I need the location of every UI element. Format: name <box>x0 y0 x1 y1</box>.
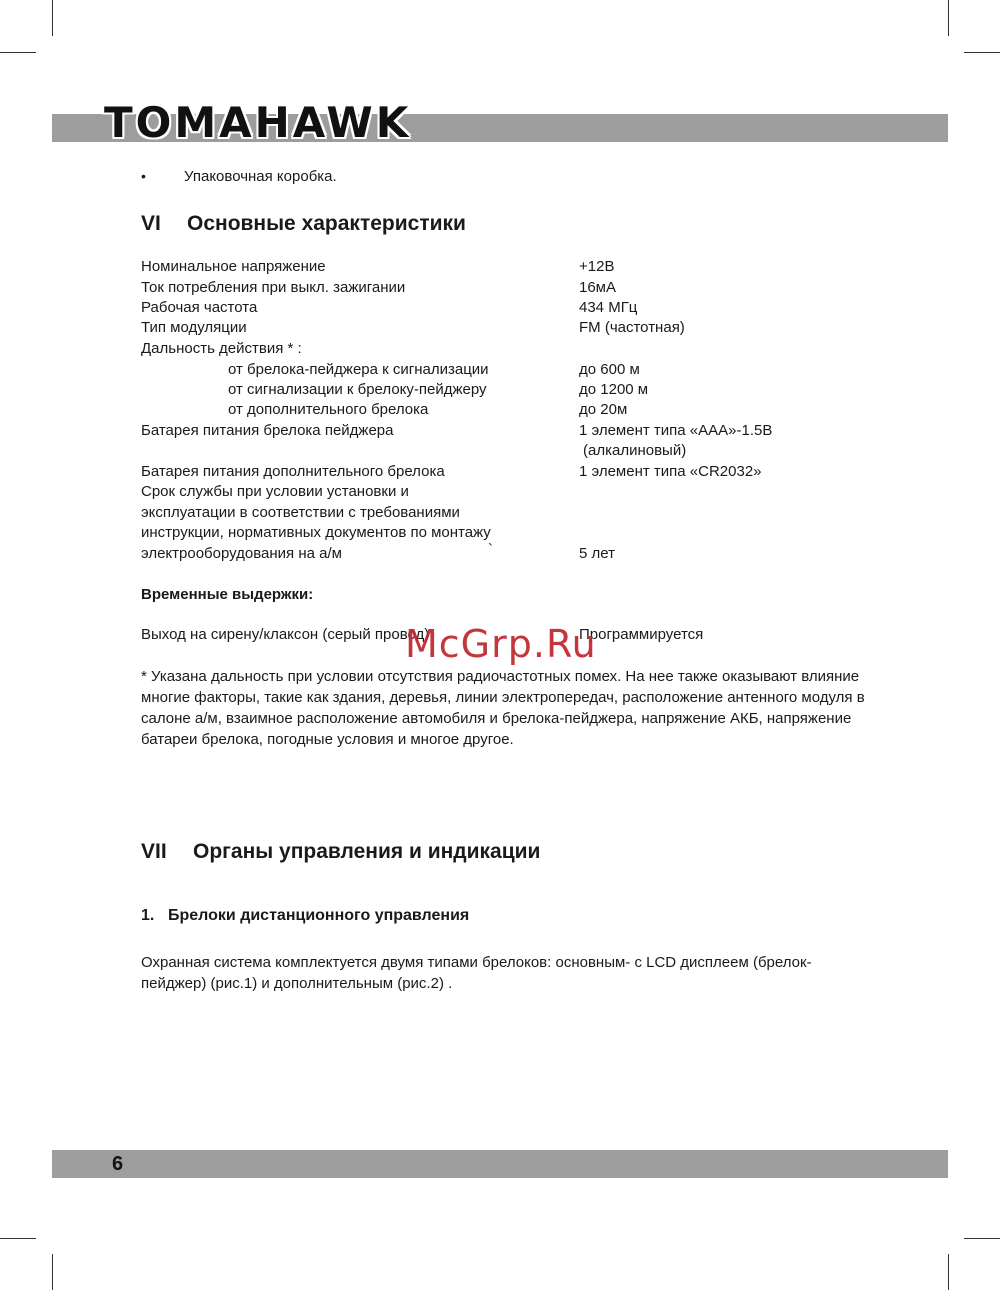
spec-value: 1 элемент типа «ААА»-1.5В <box>579 422 773 439</box>
spec-label: Батарея питания брелока пейджера <box>141 422 394 439</box>
spec-label: эксплуатации в соответствии с требованиями <box>141 504 460 521</box>
crop-mark <box>0 52 36 53</box>
spec-value: до 1200 м <box>579 381 649 398</box>
spec-value: 434 МГц <box>579 299 638 316</box>
section-number: VI <box>141 212 161 235</box>
spec-label: от брелока-пейджера к сигнализации <box>228 361 489 378</box>
bullet-icon: • <box>141 168 146 184</box>
spec-value: 5 лет <box>579 545 615 562</box>
spec-label: Батарея питания дополнительного брелока <box>141 463 445 480</box>
spec-label: Рабочая частота <box>141 299 258 316</box>
spec-label: Дальность действия * : <box>141 340 302 357</box>
intro-item: Упаковочная коробка. <box>184 168 337 185</box>
brand-logo: TOMAHAWK <box>104 98 412 147</box>
subsection-number: 1. <box>141 907 155 924</box>
spec-value: FM (частотная) <box>579 319 685 336</box>
spec-value: (алкалиновый) <box>583 442 687 459</box>
page-number: 6 <box>112 1153 124 1175</box>
subsection-title: Брелоки дистанционного управления <box>168 907 470 924</box>
footnote: * Указана дальность при условии отсутствия радиочастотных помех. На нее также оказывают влияние многие факторы, такие как здания, деревья, линии электропередач, расположение антенного модуля в салоне а/м, взаимное расположение автомобиля и брелока-пейджера, напряжение АКБ, напряжение батареи брелока, погодные условия и многое другое. <box>141 668 865 748</box>
tick-mark: ` <box>488 541 493 558</box>
spec-value: до 600 м <box>579 361 640 378</box>
spec-value: 1 элемент типа «CR2032» <box>579 463 762 480</box>
spec-label: электрооборудования на а/м <box>141 545 342 562</box>
spec-label: Номинальное напряжение <box>141 258 326 275</box>
crop-mark <box>0 1238 36 1239</box>
delays-title: Временные выдержки: <box>141 586 314 603</box>
crop-mark <box>948 0 949 36</box>
section-title: Органы управления и индикации <box>193 840 541 863</box>
section-number: VII <box>141 840 167 863</box>
delay-label: Выход на сирену/клаксон (серый провод) <box>141 626 430 643</box>
crop-mark <box>948 1254 949 1290</box>
spec-label: Тип модуляции <box>141 319 247 336</box>
footer-bar <box>52 1150 948 1178</box>
crop-mark <box>964 52 1000 53</box>
spec-label: от сигнализации к брелоку-пейджеру <box>228 381 487 398</box>
spec-label: Ток потребления при выкл. зажигании <box>141 279 406 296</box>
spec-label: Срок службы при условии установки и <box>141 483 409 500</box>
section-title: Основные характеристики <box>187 212 466 235</box>
spec-value: 16мА <box>579 279 617 296</box>
watermark: McGrp.Ru <box>405 622 597 666</box>
crop-mark <box>52 0 53 36</box>
spec-label: от дополнительного брелока <box>228 401 429 418</box>
spec-value: до 20м <box>579 401 628 418</box>
crop-mark <box>52 1254 53 1290</box>
section-paragraph: Охранная система комплектуется двумя типами брелоков: основным- с LCD дисплеем (брелок-пейджер) (рис.1) и дополнительным (рис.2) . <box>141 954 812 992</box>
spec-value: +12В <box>579 258 615 275</box>
delay-value: Программируется <box>579 626 704 643</box>
crop-mark <box>964 1238 1000 1239</box>
spec-label: инструкции, нормативных документов по монтажу <box>141 524 491 541</box>
